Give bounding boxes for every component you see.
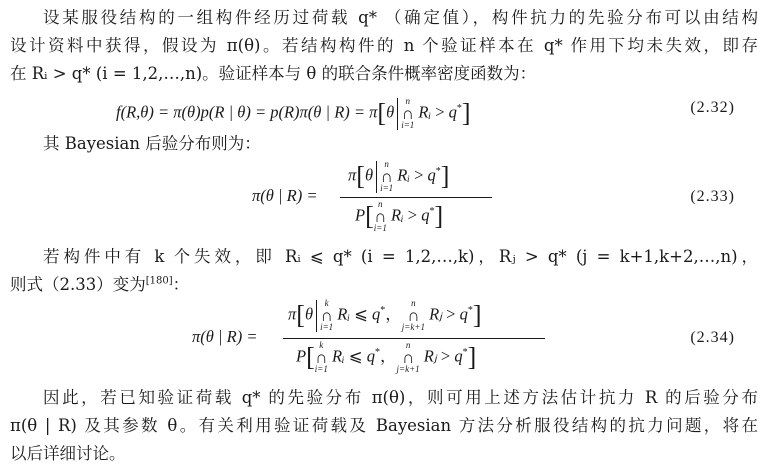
equation-2-33-numerator: π[θ n ∩ i=1 Rᵢ > q*] xyxy=(348,159,450,193)
paragraph-1-line-3: 在 Rᵢ > q* (i = 1,2,…,n)。验证样本与 θ 的联合条件概率密度函数为： xyxy=(10,64,537,83)
equation-2-34-denominator: P[ k ∩ i=1 Rᵢ ⩽ q*， n ∩ j=k+1 Rⱼ > q*] xyxy=(296,340,477,374)
paragraph-4-line-1: 因此，若已知验证荷载 q* 的先验分布 π(θ)，则可用上述方法估计抗力 R 的后验分布 xyxy=(43,388,758,407)
paragraph-4-line-2: π(θ | R) 及其参数 θ。有关利用验证荷载及 Bayesian 方法分析服役结构的抗力问题，将在 xyxy=(10,416,758,435)
equation-2-33-denominator: P[ n ∩ i=1 Rᵢ > q*] xyxy=(355,199,444,233)
paragraph-2: 其 Bayesian 后验分布则为： xyxy=(43,134,261,153)
paragraph-4-line-3: 以后详细讨论。 xyxy=(10,444,126,463)
equation-2-33-fraction-bar xyxy=(340,197,492,198)
equation-2-32-lhs: f(R,θ) = π(θ)p(R | θ) = p(R)π(θ | R) = π xyxy=(116,102,378,122)
equation-2-32: f(R,θ) = π(θ)p(R | θ) = p(R)π(θ | R) = π[θ n ∩ i=1 Rᵢ > q*] (2.32) xyxy=(116,96,735,130)
equation-2-33 xyxy=(0,160,765,236)
equation-number-2-32: (2.32) xyxy=(690,99,735,116)
equation-2-34 xyxy=(0,299,765,379)
equation-2-34-numerator: π[θ k ∩ i=1 Rᵢ ⩽ q*， n ∩ j=k+1 Rⱼ > q*] xyxy=(288,298,482,332)
equation-number-2-33: (2.33) xyxy=(690,188,735,205)
theta-symbol: θ xyxy=(386,102,395,122)
paragraph-1-line-2: 设计资料中获得，假设为 π(θ)。若结构构件的 n 个验证样本在 q* 作用下均未失效，即存 xyxy=(10,36,758,55)
equation-number-2-34: (2.34) xyxy=(690,329,735,346)
citation: [180] xyxy=(145,275,173,287)
equation-2-34-lhs: π(θ | R) = xyxy=(192,327,258,346)
paragraph-1-line-1: 设某服役结构的一组构件经历过荷载 q* （确定值），构件抗力的先验分布可以由结构 xyxy=(43,8,758,27)
paragraph-3-line-2: 则式（2.33）变为[180]： xyxy=(10,275,190,294)
equation-2-33-lhs: π(θ | R) = xyxy=(252,186,318,205)
paragraph-3-line-1: 若构件中有 k 个失效，即 Rᵢ ⩽ q* (i = 1,2,…,k)，Rⱼ > q* (j = k+1,k+2,…,n)， xyxy=(43,247,758,266)
equation-2-34-fraction-bar xyxy=(283,338,545,339)
